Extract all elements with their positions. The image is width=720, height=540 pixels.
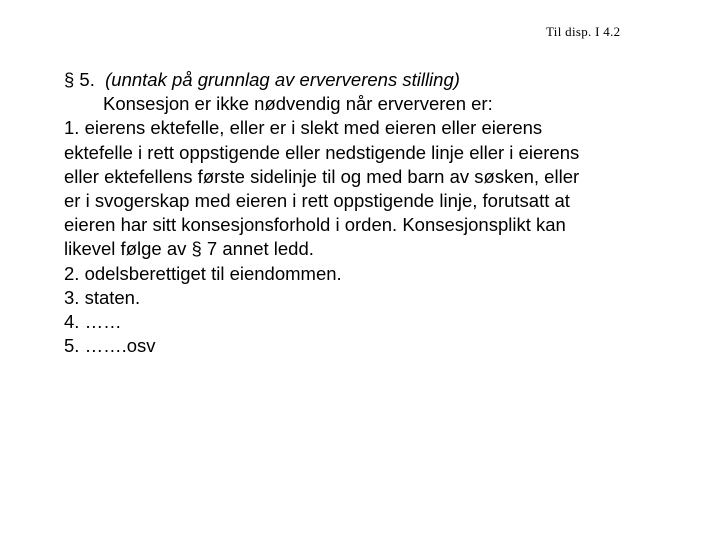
page-reference: Til disp. I 4.2 — [546, 24, 621, 39]
section-number: § 5. — [64, 69, 95, 90]
list-item-1-line: 1. eierens ektefelle, eller er i slekt med eieren eller eierens — [64, 117, 543, 139]
list-item-4: 4. …… — [64, 311, 122, 333]
list-item-1-line: eller ektefellens første sidelinje til og med barn av søsken, eller — [64, 165, 580, 187]
list-item-3: 3. staten. — [64, 286, 141, 308]
list-item-5: 5. …….osv — [64, 335, 156, 357]
list-item-1-line: eieren har sitt konsesjonsforhold i orden. Konsesjonsplikt kan — [64, 214, 566, 236]
section-heading — [64, 68, 684, 92]
list-item-1-line: ektefelle i rett oppstigende eller nedstigende linje eller i eierens — [64, 141, 580, 163]
list-item-2: 2. odelsberettiget til eiendommen. — [64, 262, 342, 284]
section-caption: (unntak på grunnlag av erververens stilling) — [105, 69, 460, 90]
section-intro: Konsesjon er ikke nødvendig når erververen er: — [103, 93, 493, 115]
list-item-1-line: er i svogerskap med eieren i rett oppstigende linje, forutsatt at — [64, 190, 570, 212]
list-item-1-line: likevel følge av § 7 annet ledd. — [64, 238, 314, 260]
document-body — [64, 68, 684, 358]
list-item-1 — [64, 116, 684, 261]
